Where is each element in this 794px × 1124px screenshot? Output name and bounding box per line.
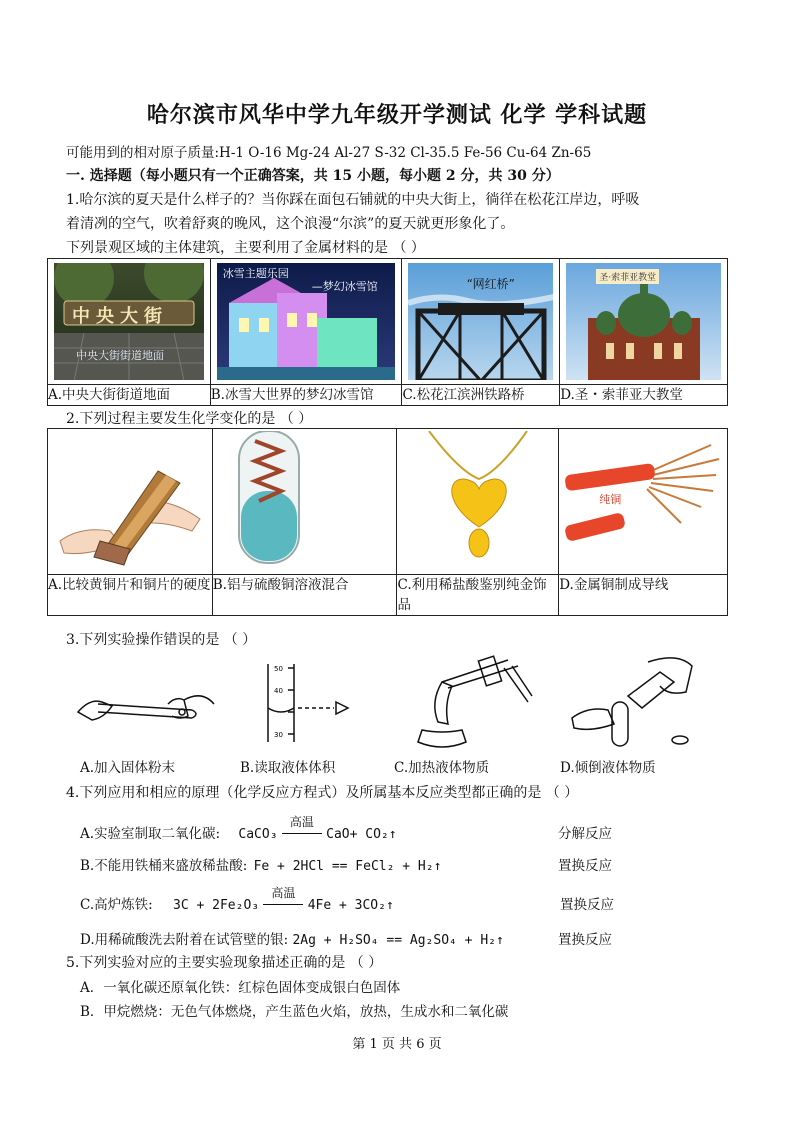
q4-stem: 4.下列应用和相应的原理（化学反应方程式）及所属基本反应类型都正确的是 （ ） xyxy=(66,785,579,801)
q4-d-eq: 2Ag + H₂SO₄ == Ag₂SO₄ + H₂↑ xyxy=(292,933,504,948)
q1-option-d[interactable]: D.圣・索菲亚大教堂 xyxy=(560,385,728,406)
q1-image-b xyxy=(210,259,402,385)
q2-option-d[interactable]: D.金属铜制成导线 xyxy=(559,575,728,616)
q1-line1: 1.哈尔滨的夏天是什么样子的？当你踩在面包石铺就的中央大街上，徜徉在松花江岸边，呼吸 xyxy=(66,192,640,208)
q5-option-a[interactable]: A．一氧化碳还原氧化铁：红棕色固体变成银白色固体 xyxy=(80,980,401,996)
q5-option-b[interactable]: B．甲烷燃烧：无色气体燃烧，产生蓝色火焰，放热，生成水和二氧化碳 xyxy=(80,1004,509,1020)
q1-line2: 着清冽的空气，吹着舒爽的晚风，这个浪漫“尔滨”的夏天就更形象化了。 xyxy=(66,216,515,232)
q3-drawing-a xyxy=(72,660,222,740)
q4-c-eq-right: 4Fe + 3CO₂↑ xyxy=(307,898,394,913)
q4-a-eq-left: CaCO₃ xyxy=(238,827,278,842)
q4-c-eq-left: 3C + 2Fe₂O₃ xyxy=(173,898,260,913)
q2-image-b xyxy=(212,429,397,575)
cylinder-tick-30: 30 xyxy=(274,731,283,739)
q4-a-eq-right: CaO+ CO₂↑ xyxy=(326,827,397,842)
q4-c-label: C.高炉炼铁: xyxy=(80,897,153,913)
q3-option-a[interactable]: A.加入固体粉末 xyxy=(80,760,176,776)
image-c-label: “网红桥” xyxy=(466,277,515,291)
image-a-caption: 中央大街街道地面 xyxy=(76,349,164,362)
q1-line3: 下列景观区域的主体建筑，主要利用了金属材料的是 （ ） xyxy=(66,240,425,256)
q4-option-c[interactable] xyxy=(80,886,394,913)
image-b-sub-label: —梦幻冰雪馆 xyxy=(311,280,378,293)
q3-option-d[interactable]: D.倾倒液体物质 xyxy=(560,760,656,776)
q4-b-eq: Fe + 2HCl == FeCl₂ + H₂↑ xyxy=(253,859,442,874)
q1-table xyxy=(47,258,728,406)
q2-table xyxy=(47,428,728,616)
q4-a-type: 分解反应 xyxy=(558,826,612,842)
image-d-pure-copper-label: 纯铜 xyxy=(599,493,622,506)
q2-option-b[interactable]: B.铝与硫酸铜溶液混合 xyxy=(212,575,397,616)
q4-d-type: 置换反应 xyxy=(558,932,612,948)
atomic-masses: 可能用到的相对原子质量:H-1 O-16 Mg-24 Al-27 S-32 Cl-35.5 Fe-56 Cu-64 Zn-65 xyxy=(66,145,592,161)
q2-image-d xyxy=(559,429,728,575)
image-a-sign: 中央大街 xyxy=(72,306,168,327)
q2-image-c xyxy=(397,429,559,575)
q1-image-c xyxy=(402,259,560,385)
q4-option-a[interactable] xyxy=(80,815,397,842)
q4-c-condition: 高温 xyxy=(263,897,303,913)
q4-option-b[interactable] xyxy=(80,854,441,874)
page-footer: 第 1 页 共 6 页 xyxy=(352,1037,442,1052)
cylinder-tick-40: 40 xyxy=(274,687,283,695)
q3-drawing-b xyxy=(250,660,360,745)
q3-drawing-c xyxy=(408,652,538,752)
q4-c-type: 置换反应 xyxy=(560,897,614,913)
q2-stem: 2.下列过程主要发生化学变化的是 （ ） xyxy=(66,411,313,427)
q1-option-a[interactable]: A.中央大街街道地面 xyxy=(48,385,211,406)
image-b-top-label: 冰雪主题乐园 xyxy=(222,267,289,280)
q5-stem: 5.下列实验对应的主要实验现象描述正确的是 （ ） xyxy=(66,955,383,971)
q3-option-c[interactable]: C.加热液体物质 xyxy=(394,760,490,776)
q3-drawing-d xyxy=(568,652,708,752)
q2-image-a xyxy=(48,429,213,575)
q4-d-label: D.用稀硫酸洗去附着在试管壁的银: xyxy=(80,932,289,948)
q2-option-c[interactable]: C.利用稀盐酸鉴别纯金饰品 xyxy=(397,575,559,616)
page-title: 哈尔滨市风华中学九年级开学测试 化学 学科试题 xyxy=(146,102,648,128)
q1-image-d xyxy=(560,259,728,385)
q2-option-a[interactable]: A.比较黄铜片和铜片的硬度 xyxy=(48,575,213,616)
image-d-label: 圣·索菲亚教堂 xyxy=(596,269,659,284)
q4-option-d[interactable] xyxy=(80,928,504,948)
q1-option-b[interactable]: B.冰雪大世界的梦幻冰雪馆 xyxy=(210,385,402,406)
q4-a-condition: 高温 xyxy=(282,826,322,842)
q1-image-a xyxy=(48,259,211,385)
q1-option-c[interactable]: C.松花江滨洲铁路桥 xyxy=(402,385,560,406)
section-heading: 一. 选择题（每小题只有一个正确答案，共 15 小题，每小题 2 分，共 30 分） xyxy=(66,168,560,184)
q4-a-label: A.实验室制取二氧化碳: xyxy=(80,826,221,842)
cylinder-tick-50: 50 xyxy=(274,665,283,673)
q3-stem: 3.下列实验操作错误的是 （ ） xyxy=(66,632,257,648)
q4-b-label: B.不能用铁桶来盛放稀盐酸: xyxy=(80,858,248,874)
q4-b-type: 置换反应 xyxy=(558,858,612,874)
q3-option-b[interactable]: B.读取液体体积 xyxy=(240,760,336,776)
